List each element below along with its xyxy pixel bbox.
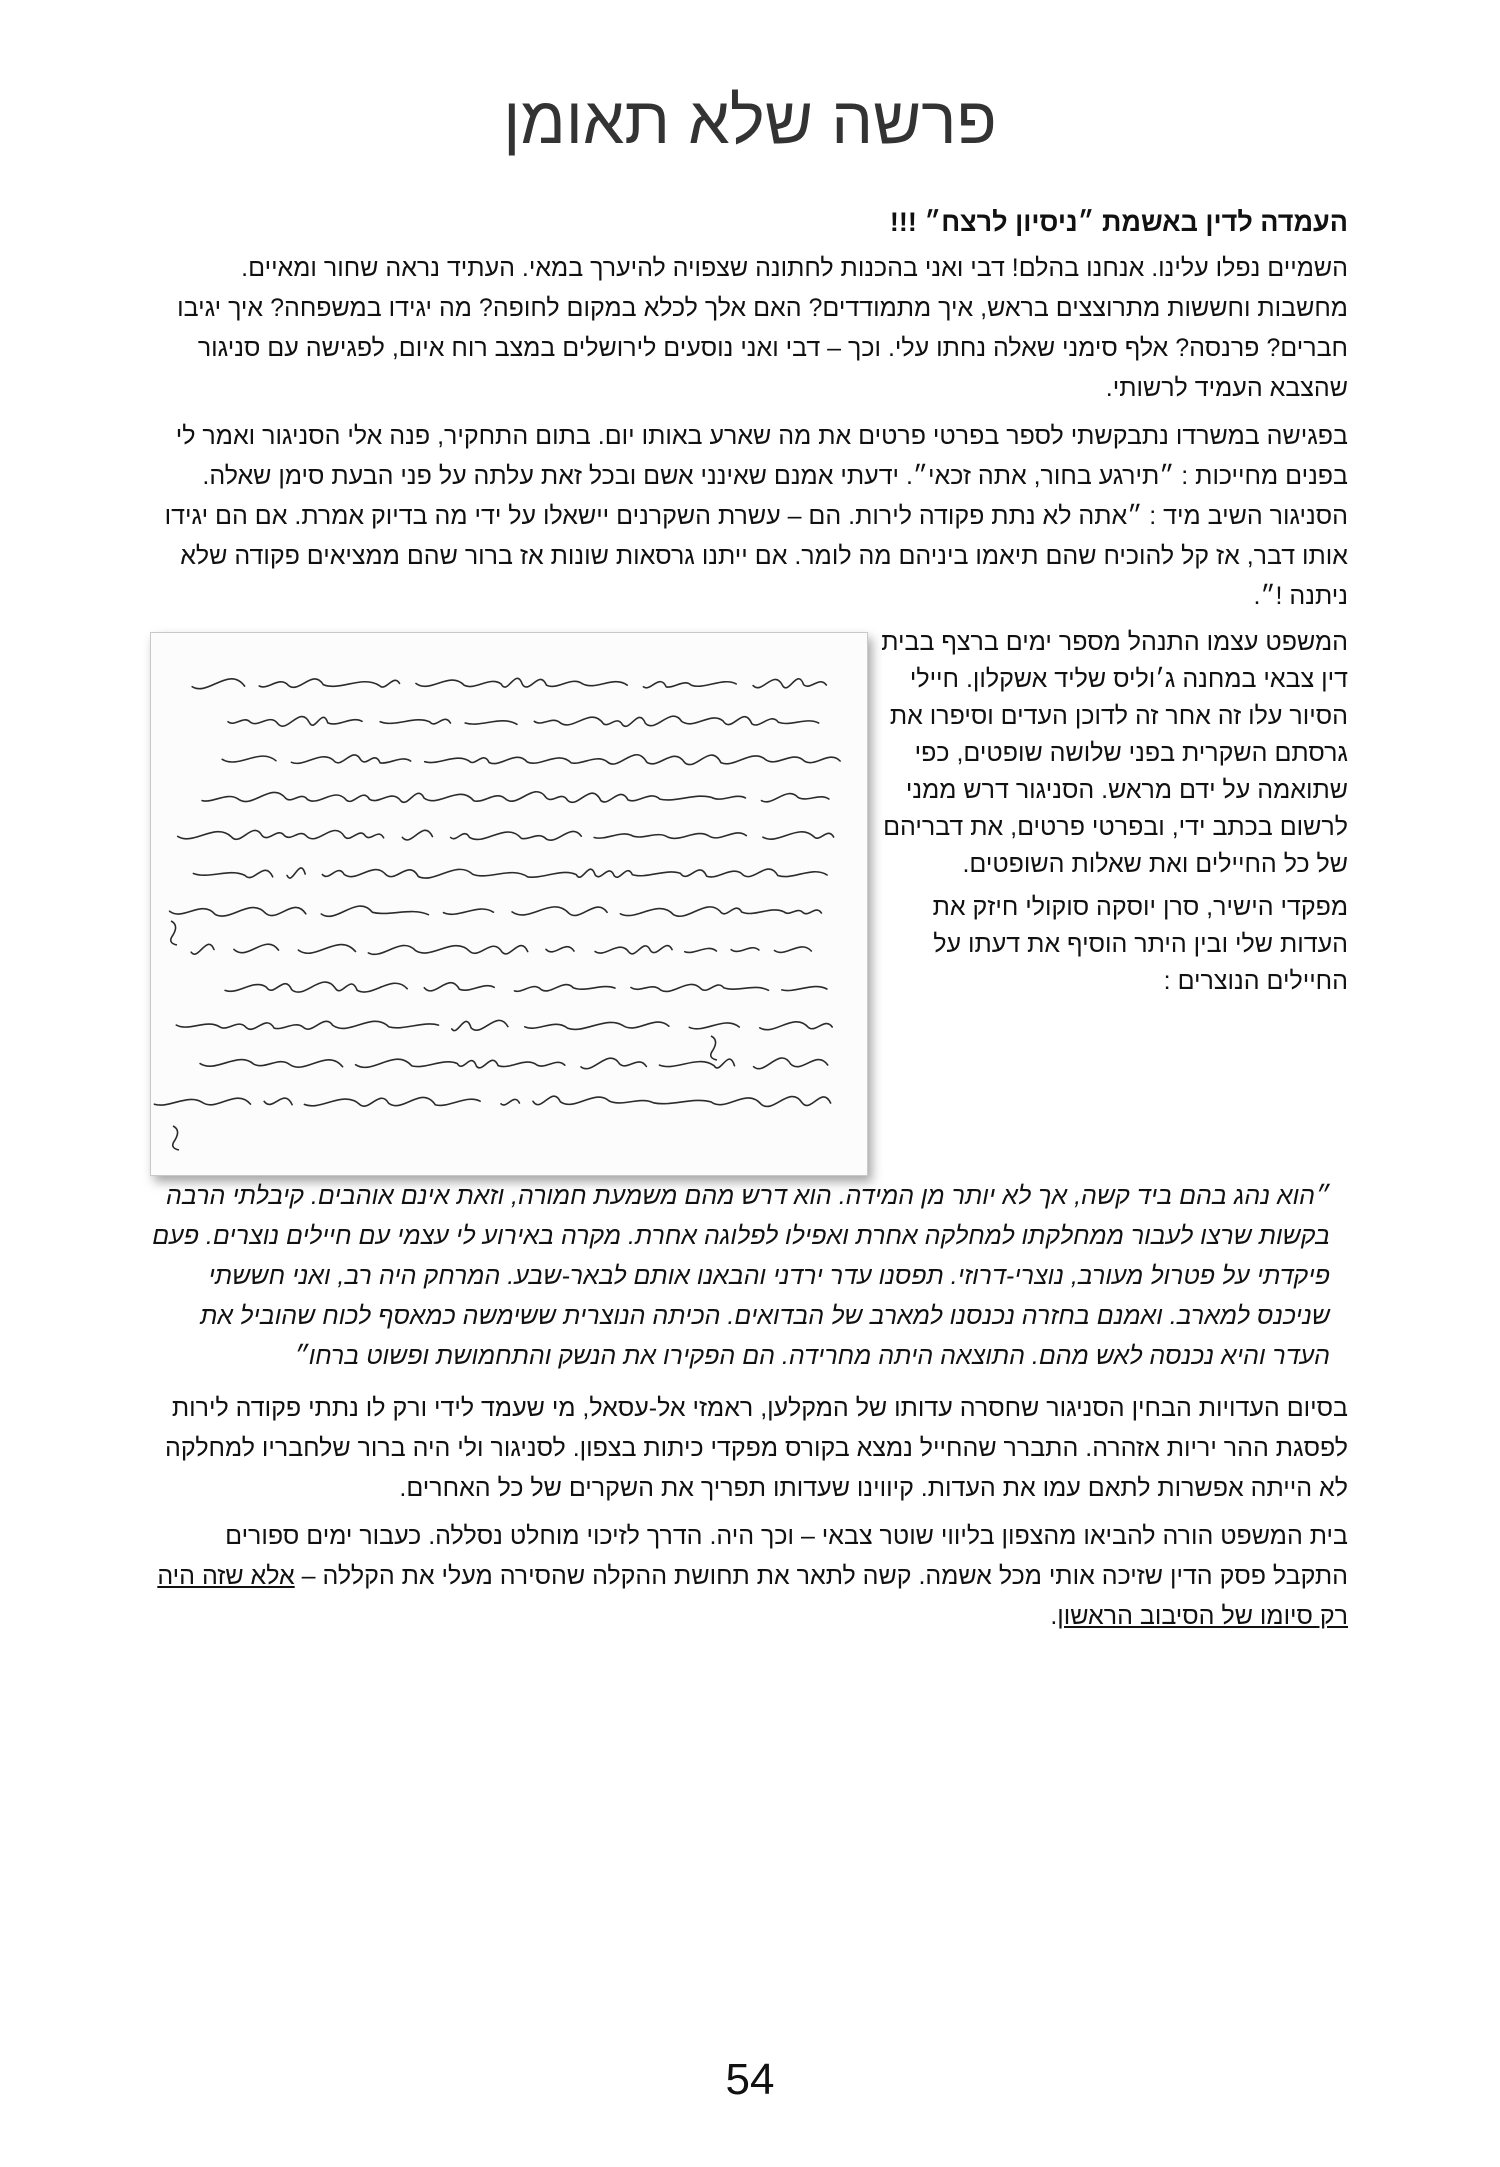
handwriting-line <box>154 1096 830 1106</box>
paragraph-1: השמיים נפלו עלינו. אנחנו בהלם! דבי ואני בהכנות לחתונה שצפויה להיערך במאי. העתיד נראה שחור ומאיים. מחשבות וחששות מתרוצצים בראש, איך מתמודדים? האם אלך לכלא במקום לחופה? מה יגידו במשפחה? איך יגיבו חברים? פרנסה? אלף סימני שאלה נחתו עלי. וכך – דבי ואני נוסעים לירושלים במצב רוח איום, לפגישה עם סניגור שהצבא העמיד לרשותי. <box>177 254 1348 402</box>
paragraph-4-end: . <box>1050 1602 1058 1630</box>
handwriting-line <box>174 868 827 878</box>
page-number: 54 <box>725 2055 775 2104</box>
handwriting-line <box>205 755 840 765</box>
handwriting-margin-mark <box>171 921 177 945</box>
quote-paragraph: ״הוא נהג בהם ביד קשה, אך לא יותר מן המידה. הוא דרש מהם משמעת חמורה, וזאת אינם אוהבים. קיבלתי הרבה בקשות שרצו לעבור ממחלקתו למחלקה אחרת ואפילו לפלוגה אחרת. מקרה באירוע לי עצמי עם חיילים נוצרים. פעם פיקדתי על פטרול מעורב, נוצרי-דרוזי. תפסנו עדר ירדני והבאנו אותם לבאר-שבע. המרחק היה רב, ואני חששתי שניכנס למארב. ואמנם בחזרה נכנסנו למארב של הבדואים. הכיתה הנוצרית ששימשה כמאסף לכוח שהוביל את העדר והיא נכנסה לאש מהם. התוצאה היתה מחרידה. הם הפקירו את הנשק והתחמושת ופשוט ברחו״ <box>152 1182 1330 1370</box>
side-paragraph-1: המשפט עצמו התנהל מספר ימים ברצף בבית דין צבאי במחנה ג׳וליס שליד אשקלון. חיילי הסיור עלו זה אחר זה לדוכן העדים וסיפרו את גרסתם השקרית בפני שלושה שופטים, כפי שתואמה על ידם מראש. הסניגור דרש ממני לרשום בכתב ידי, ובפרטי פרטים, את דבריהם של כל החיילים ואת שאלות השופטים. <box>881 628 1348 878</box>
handwriting-line <box>225 982 827 992</box>
handwriting-line <box>192 678 826 688</box>
paragraph-3: בסיום העדויות הבחין הסניגור שחסרה עדותו של המקלען, ראמזי אל-עסאל, מי שעמד לידי ורק לו נתתי פקודה לירות לפסגת ההר יריות אזהרה. התברר שהחייל נמצא בקורס מפקדי כיתות בצפון. לסניגור ולי היה ברור שלחבריו למחלקה לא הייתה אפשרות לתאם עמו את העדות. קיווינו שעדותו תפריך את השקרים של כל האחרים. <box>164 1394 1348 1502</box>
handwriting-line <box>202 792 829 803</box>
handwriting-line <box>200 1058 828 1069</box>
text-image-row <box>152 624 1348 1176</box>
handwriting-line <box>191 944 811 954</box>
handwriting-line <box>162 1020 833 1030</box>
section-heading: העמדה לדין באשמת ״ניסיון לרצח״ !!! <box>889 207 1348 237</box>
article-body <box>152 200 1348 1644</box>
side-paragraph-2: מפקדי הישיר, סרן יוסקה סוקולי חיזק את העדות שלי ובין היתר הוסיף את דעתו על החיילים הנוצרים : <box>932 893 1348 995</box>
handwritten-note-image <box>150 632 868 1176</box>
handwriting-line <box>178 830 834 840</box>
paragraph-2: בפגישה במשרדו נתבקשתי לספר בפרטי פרטים את מה שארע באותו יום. בתום התחקיר, פנה אלי הסניגור ואמר לי בפנים מחייכות : ״תירגע בחור, אתה זכאי״. ידעתי אמנם שאינני אשם ובכל זאת עלתה על פני הבעת סימן שאלה. הסניגור השיב מיד : ״אתה לא נתת פקודה לירות. הם – עשרת השקרנים יישאלו על ידי מה בדיוק אמרת. אם הם יגידו אותו דבר, אז קל להוכיח שהם תיאמו ביניהם מה לומר. אם ייתנו גרסאות שונות אז ברור שהם ממציאים פקודה שלא ניתנה !״. <box>164 422 1348 610</box>
handwriting-line <box>228 716 819 726</box>
page-title: פרשה שלא תאומן <box>503 83 997 157</box>
side-text-column <box>878 624 1348 1000</box>
handwriting-margin-mark <box>711 1036 717 1060</box>
handwriting-margin-mark <box>173 1126 179 1150</box>
paragraph-4 <box>152 1516 1348 1636</box>
paragraph-4-underlined: אלא שזה היה רק סיומו של הסיבוב הראשון <box>157 1562 1348 1630</box>
handwriting-strokes <box>151 633 867 1175</box>
handwriting-line <box>170 906 822 916</box>
paragraph-4-text: בית המשפט הורה להביאו מהצפון בליווי שוטר צבאי – וכך היה. הדרך לזיכוי מוחלט נסללה. כעבור ימים ספורים התקבל פסק הדין שזיכה אותי מכל אשמה. קשה לתאר את תחושת ההקלה שהסירה מעלי את הקללה – <box>225 1522 1348 1590</box>
